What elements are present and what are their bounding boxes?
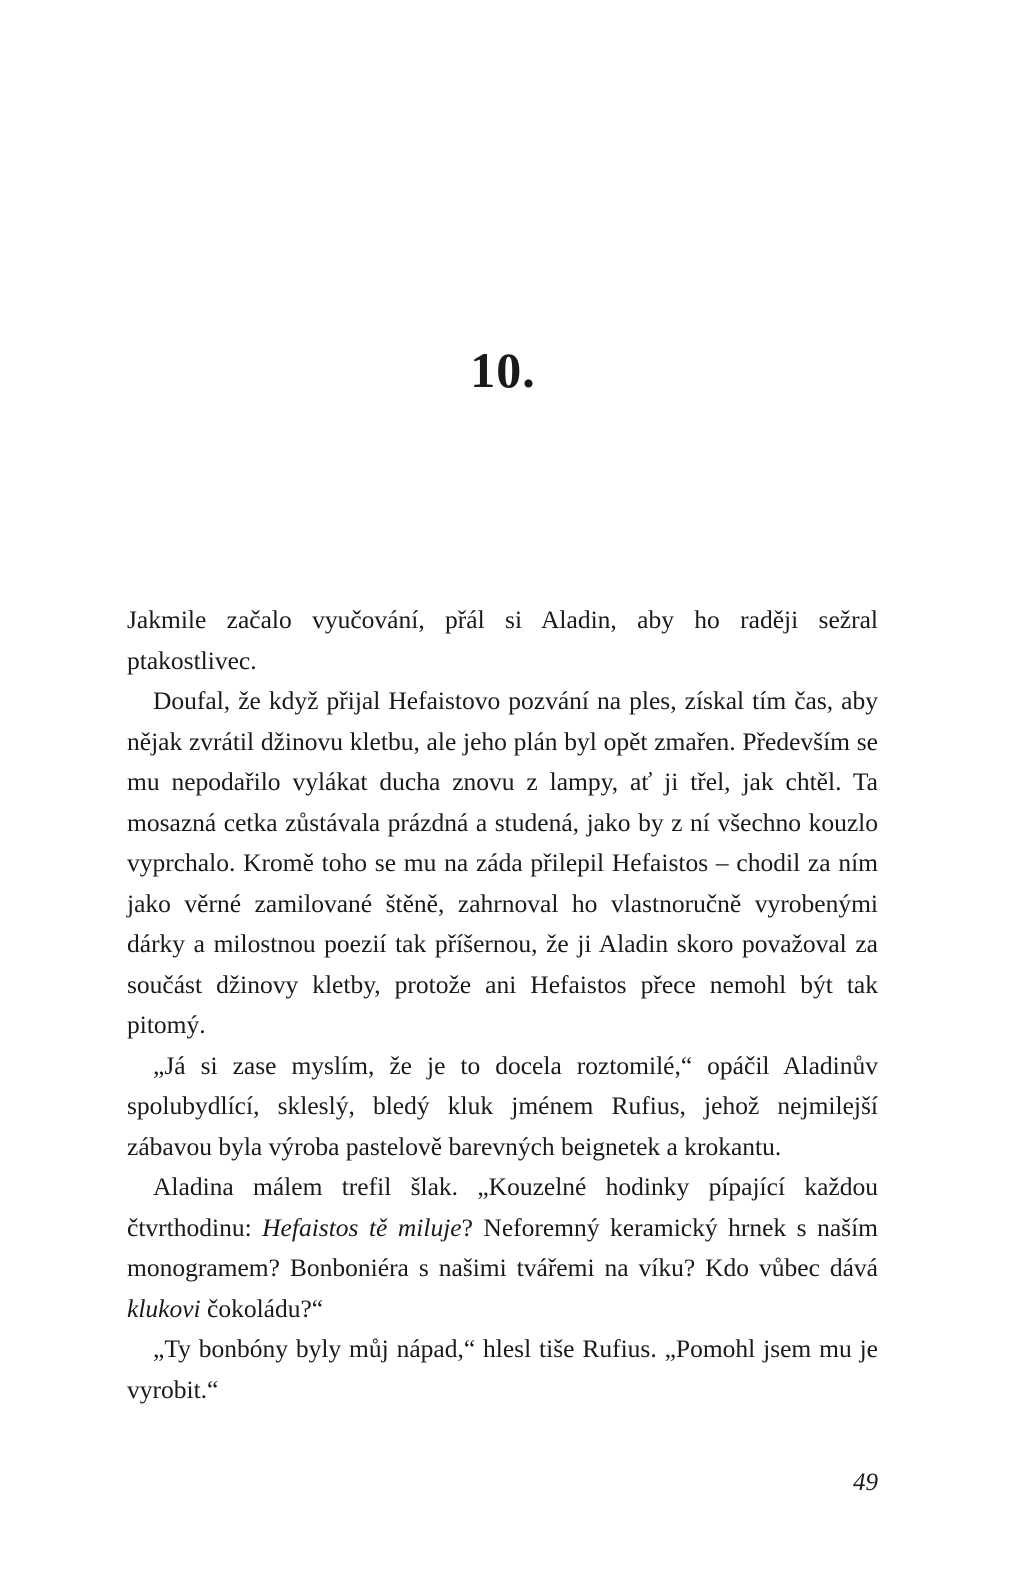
chapter-body-text (127, 600, 878, 1410)
chapter-number: 10. (470, 342, 536, 398)
text-run: „Ty bonbóny byly můj nápad,“ hlesl tiše Rufius. „Pomohl jsem mu je vyrobit.“ (127, 1334, 878, 1404)
paragraph (127, 681, 878, 1046)
text-run: čokoládu?“ (200, 1293, 324, 1323)
emphasized-text: Hefaistos tě miluje (262, 1212, 462, 1242)
paragraph (127, 1329, 878, 1410)
paragraph (127, 600, 878, 681)
paragraph (127, 1046, 878, 1168)
text-run: Jakmile začalo vyučování, přál si Aladin, aby ho raději sežral ptakostlivec. (127, 605, 878, 675)
text-run: ? Neforemný keramický hrnek s naším monogramem? Bonboniéra s našimi tvářemi na víku? Kdo vůbec dává (127, 1212, 878, 1282)
text-run: Doufal, že když přijal Hefaistovo pozvání na ples, získal tím čas, aby nějak zvrátil džinovu kletbu, ale jeho plán byl opět zmařen. Především se mu nepodařilo vylákat ducha znovu z lampy, ať ji třel, jak chtěl. Ta mosazná cetka zůstávala prázdná a studená, jako by z ní všechno kouzlo vyprchalo. Kromě toho se mu na záda přilepil Hefaistos – chodil za ním jako věrné zamilované štěně, zahrnoval ho vlastnoručně vyrobenými dárky a milostnou poezií tak příšernou, že ji Aladin skoro považoval za součást džinovy kletby, protože ani Hefaistos přece nemohl být tak pitomý. (127, 686, 878, 1039)
paragraph (127, 1167, 878, 1329)
page-number: 49 (853, 1469, 878, 1496)
text-run: „Já si zase myslím, že je to docela roztomilé,“ opáčil Aladinův spolubydlící, skleslý, bledý kluk jménem Rufius, jehož nejmilejší zábavou byla výroba pastelově barevných beignetek a krokantu. (127, 1050, 878, 1161)
text-run: Aladina málem trefil šlak. „Kouzelné hodinky pípající každou čtvrthodinu: (127, 1172, 878, 1242)
emphasized-text: klukovi (127, 1293, 201, 1323)
